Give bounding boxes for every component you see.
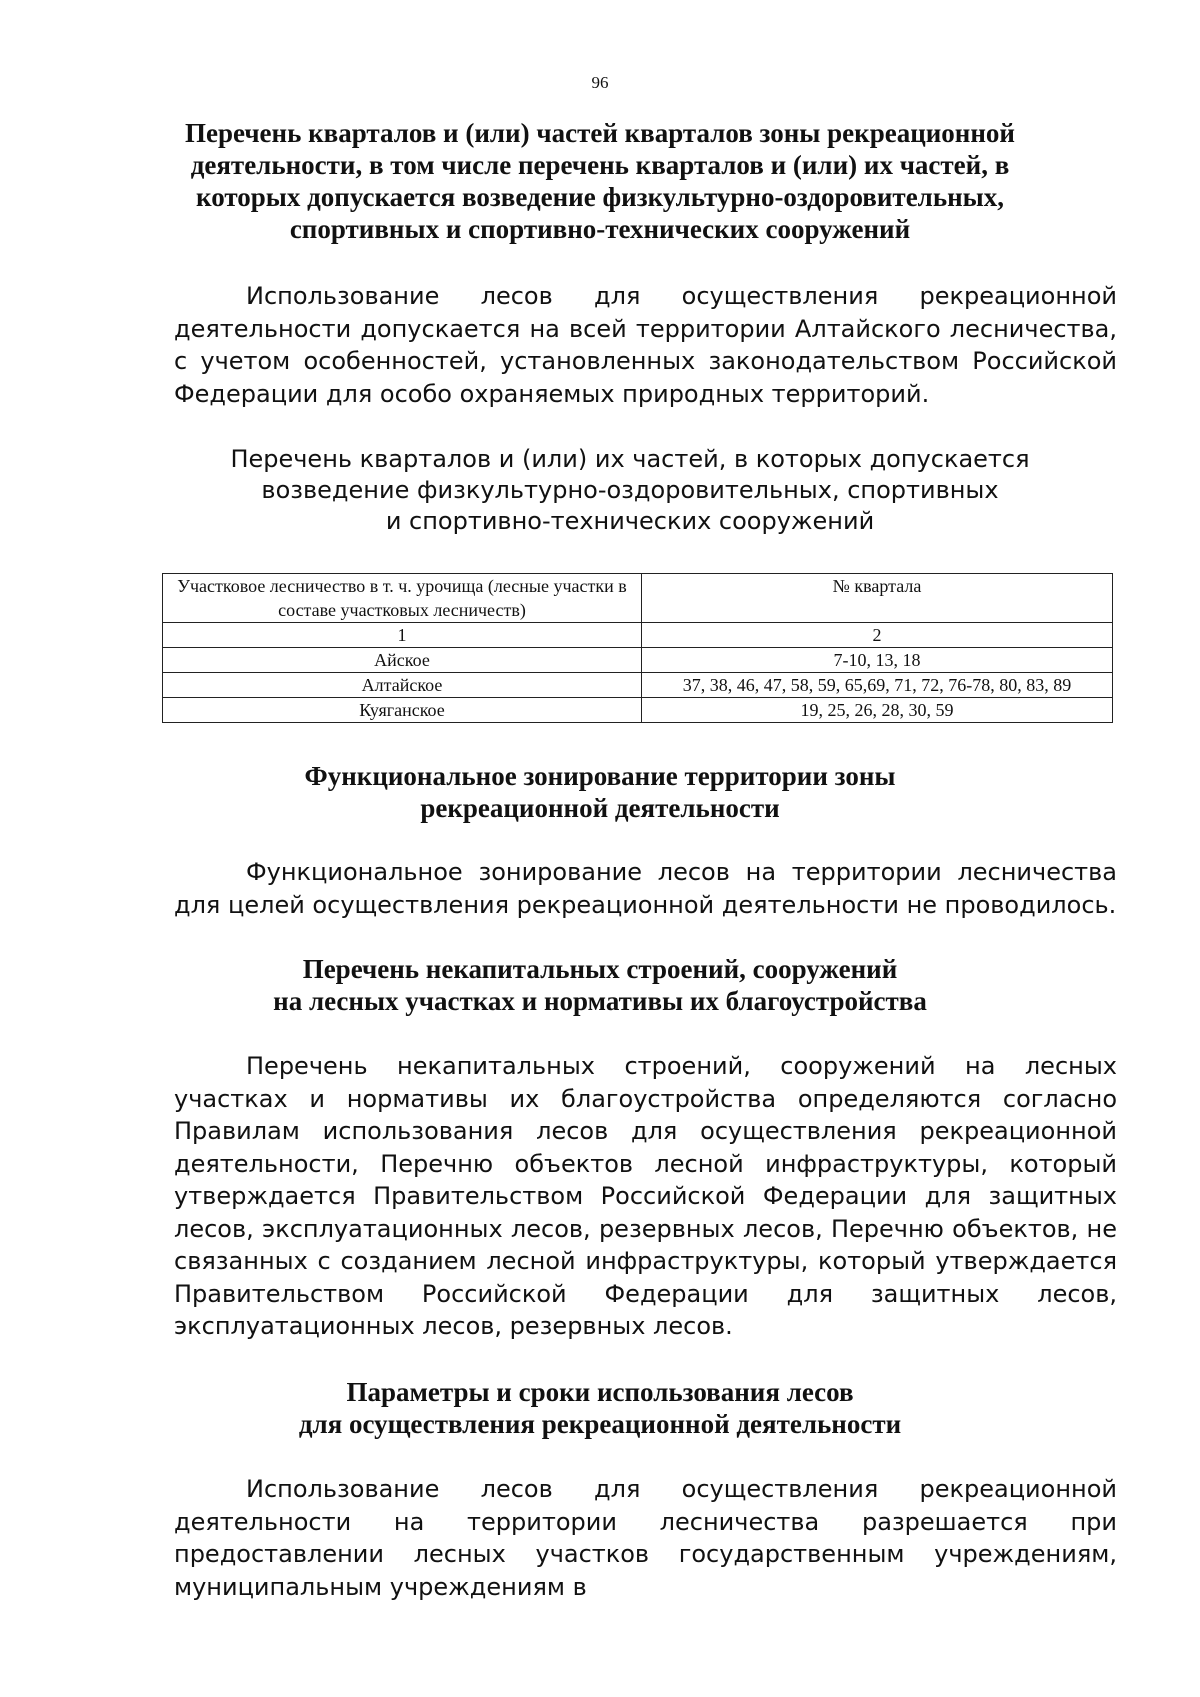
- caption-line: Перечень кварталов и (или) их частей, в которых допускается: [230, 445, 1030, 473]
- paragraph-functional-zoning: [174, 856, 1117, 921]
- table-row: [163, 673, 1113, 698]
- paragraph-text: Использование лесов для осуществления рекреационной деятельности допускается на всей территории Алтайского лесничества, с учетом особенностей, установленных законодательством Российской Федерации для особо охраняемых природных территорий.: [174, 282, 1117, 408]
- caption-line: и спортивно-технических сооружений: [385, 507, 875, 535]
- forestry-name: Куяганское: [163, 698, 642, 723]
- paragraph-text: Перечень некапитальных строений, сооружений на лесных участках и нормативы их благоустройства определяются согласно Правилам использования лесов для осуществления рекреационной деятельности, Перечню объектов лесной инфраструктуры, который утверждается Правительством Российской Федерации для защитных лесов, эксплуатационных лесов, резервных лесов, Перечню объектов, не связанных с созданием лесной инфраструктуры, который утверждается Правительством Российской Федерации для защитных лесов, эксплуатационных лесов, резервных лесов.: [174, 1052, 1117, 1340]
- section-heading-recreation-quarters: [150, 117, 1050, 245]
- heading-line: которых допускается возведение физкультурно-оздоровительных,: [196, 182, 1004, 212]
- table-caption: [160, 444, 1100, 537]
- heading-line: Функциональное зонирование территории зоны: [304, 761, 896, 791]
- forestry-name: Айское: [163, 648, 642, 673]
- heading-line: Перечень некапитальных строений, сооружений: [302, 954, 898, 984]
- paragraph-recreation-usage: [174, 280, 1117, 410]
- heading-line: рекреационной деятельности: [420, 793, 780, 823]
- quarter-numbers: 37, 38, 46, 47, 58, 59, 65,69, 71, 72, 76-78, 80, 83, 89: [642, 673, 1113, 698]
- caption-line: возведение физкультурно-оздоровительных, спортивных: [261, 476, 999, 504]
- table-row: [163, 698, 1113, 723]
- heading-line: Перечень кварталов и (или) частей кварталов зоны рекреационной: [185, 118, 1015, 148]
- quarters-table: [162, 573, 1113, 723]
- quarter-numbers: 7-10, 13, 18: [642, 648, 1113, 673]
- table-header-row: [163, 574, 1113, 623]
- page-number: 96: [591, 73, 609, 92]
- paragraph-usage-parameters: [174, 1473, 1117, 1603]
- heading-line: для осуществления рекреационной деятельности: [298, 1409, 902, 1439]
- section-heading-non-capital-structures: [150, 953, 1050, 1017]
- table-row: [163, 648, 1113, 673]
- header-quarter-number: № квартала: [642, 574, 1113, 623]
- forestry-name: Алтайское: [163, 673, 642, 698]
- paragraph-text: Использование лесов для осуществления рекреационной деятельности на территории лесничества разрешается при предоставлении лесных участков государственным учреждениям, муниципальным учреждениям в: [174, 1475, 1117, 1601]
- heading-line: на лесных участках и нормативы их благоустройства: [273, 986, 927, 1016]
- section-heading-functional-zoning: [150, 760, 1050, 824]
- header-forestry: Участковое лесничество в т. ч. урочища (лесные участки в составе участковых лесничеств): [163, 574, 642, 623]
- heading-line: спортивных и спортивно-технических сооружений: [289, 214, 911, 244]
- section-heading-usage-parameters: [150, 1376, 1050, 1440]
- heading-line: деятельности, в том числе перечень кварталов и (или) их частей, в: [190, 150, 1010, 180]
- heading-line: Параметры и сроки использования лесов: [346, 1377, 854, 1407]
- column-number: 2: [642, 623, 1113, 648]
- table-numbering-row: [163, 623, 1113, 648]
- paragraph-non-capital-structures: [174, 1050, 1117, 1343]
- column-number: 1: [163, 623, 642, 648]
- quarter-numbers: 19, 25, 26, 28, 30, 59: [642, 698, 1113, 723]
- paragraph-text: Функциональное зонирование лесов на территории лесничества для целей осуществления рекреационной деятельности не проводилось.: [174, 858, 1117, 919]
